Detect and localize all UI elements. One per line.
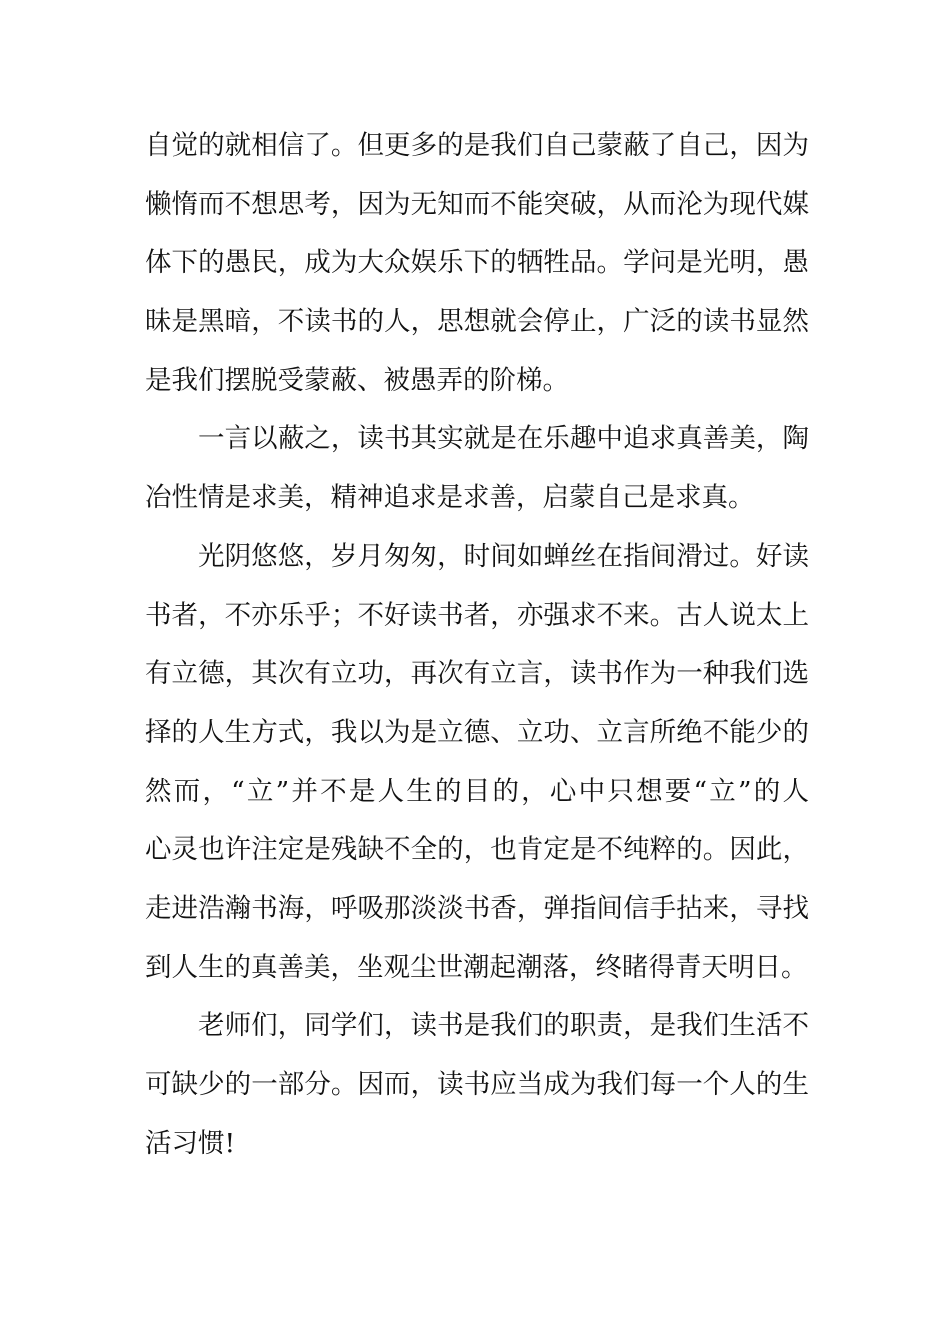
paragraph-1-line-3: 体下的愚民，成为大众娱乐下的牺牲品。学问是光明，愚 bbox=[145, 247, 809, 279]
body-text bbox=[145, 117, 809, 1173]
paragraph-3-line-1: 光阴悠悠，岁月匆匆，时间如蝉丝在指间滑过。好读 bbox=[198, 540, 809, 572]
paragraph-1-line-5: 是我们摆脱受蒙蔽、被愚弄的阶梯。 bbox=[145, 364, 569, 396]
paragraph-4-line-1: 老师们，同学们，读书是我们的职责，是我们生活不 bbox=[198, 1010, 809, 1042]
paragraph-4-line-2: 可缺少的一部分。因而，读书应当成为我们每一个人的生 bbox=[145, 1069, 809, 1100]
paragraph-3-line-6: 心灵也许注定是残缺不全的，也肯定是不纯粹的。因此， bbox=[145, 834, 809, 866]
paragraph-1-line-2: 懒惰而不想思考，因为无知而不能突破，从而沦为现代媒 bbox=[145, 188, 809, 220]
paragraph-1-line-1: 自觉的就相信了。但更多的是我们自己蒙蔽了自己，因为 bbox=[145, 130, 809, 161]
paragraph-3-line-4: 择的人生方式，我以为是立德、立功、立言所绝不能少的 bbox=[145, 716, 809, 748]
paragraph-3-line-2: 书者，不亦乐乎；不好读书者，亦强求不来。古人说太上 bbox=[145, 599, 809, 631]
paragraph-2-line-2: 冶性情是求美，精神追求是求善，启蒙自己是求真。 bbox=[145, 482, 755, 514]
paragraph-3-line-7: 走进浩瀚书海，呼吸那淡淡书香，弹指间信手拈来，寻找 bbox=[145, 892, 809, 924]
paragraph-3-line-5: 然而，“立”并不是人生的目的，心中只想要“立”的人 bbox=[145, 775, 809, 807]
paragraph-3-line-3: 有立德，其次有立功，再次有立言，读书作为一种我们选 bbox=[145, 658, 809, 690]
paragraph-1-line-4: 昧是黑暗，不读书的人，思想就会停止，广泛的读书显然 bbox=[145, 306, 809, 338]
paragraph-3-line-8: 到人生的真善美，坐观尘世潮起潮落，终睹得青天明日。 bbox=[145, 951, 808, 983]
paragraph-2-line-1: 一言以蔽之，读书其实就是在乐趣中追求真善美，陶 bbox=[198, 423, 809, 455]
paragraph-4-line-3: 活习惯! bbox=[145, 1127, 236, 1159]
